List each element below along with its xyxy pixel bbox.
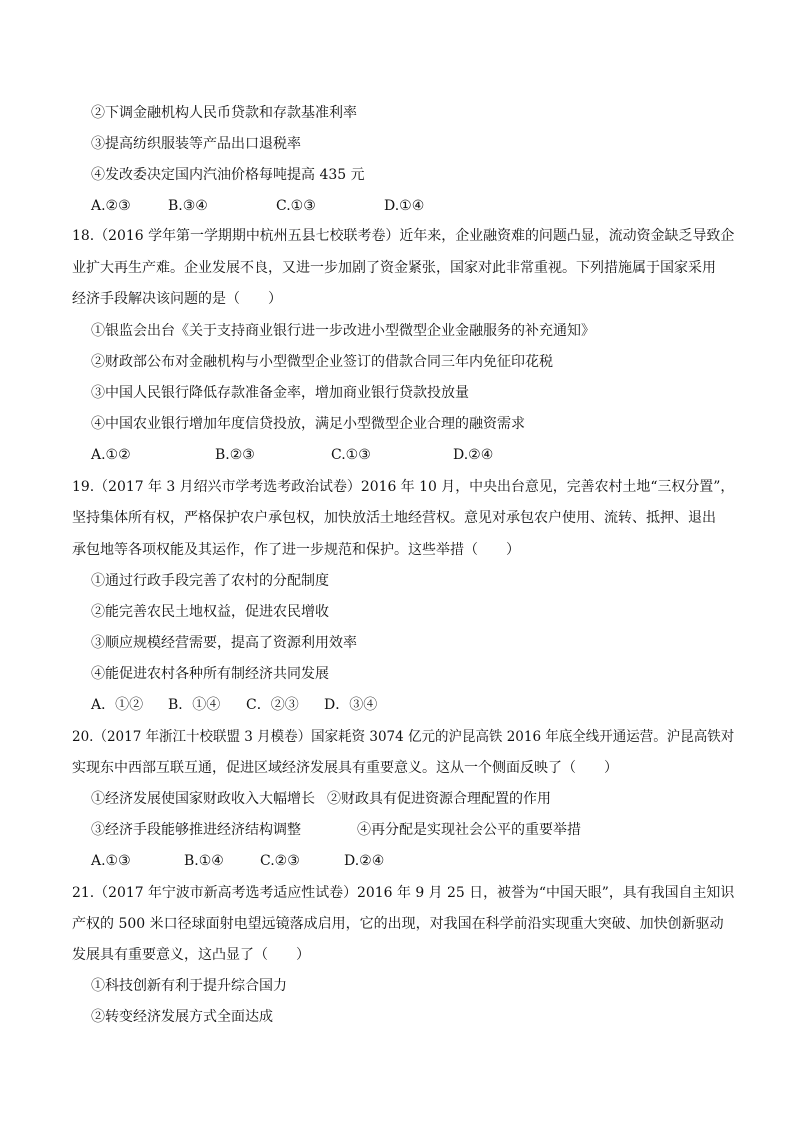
q20-option-row-1 [91,790,551,808]
q18-choice-c: C.①③ [331,447,371,463]
q19-option-2: ②能完善农民土地权益，促进农民增收 [91,604,329,620]
q19-option-4: ④能促进农村各种所有制经济共同发展 [91,666,329,682]
q20-choice-a: A.①③ [91,853,131,869]
q18-option-4: ④中国农业银行增加年度信贷投放，满足小型微型企业合理的融资需求 [91,416,525,432]
q19-stem-line-3: 承包地等各项权能及其运作，作了进一步规范和保护。这些举措（ ） [72,542,520,558]
q19-option-1: ①通过行政手段完善了农村的分配制度 [91,573,329,589]
q19-choices [91,696,377,714]
q21-stem-line-2: 产权的 500 米口径球面射电望远镜落成启用，它的出现，对我国在科学前沿实现重大突破、加快创新驱动 [72,916,724,932]
q17-choice-c: C.①③ [276,198,316,214]
q21-option-2: ②转变经济发展方式全面达成 [91,1009,273,1025]
q21-stem-line-1: 21.（2017 年宁波市新高考选考适应性试卷）2016 年 9 月 25 日，被誉为“中国天眼”，具有我国自主知识 [72,885,735,901]
q21-stem-line-3: 发展具有重要意义，这凸显了（ ） [72,947,310,963]
q20-choice-b: B.①④ [184,853,224,869]
q17-choice-a: A.②③ [91,198,131,214]
q18-stem-line-1: 18.（2016 学年第一学期期中杭州五县七校联考卷）近年来，企业融资难的问题凸显，流动资金缺乏导致企 [72,228,735,244]
q20-option-3: ③经济手段能够推进经济结构调整 [91,822,301,838]
q20-stem-line-1: 20.（2017 年浙江十校联盟 3 月模卷）国家耗资 3074 亿元的沪昆高铁 2016 年底全线开通运营。沪昆高铁对 [72,729,735,745]
q18-option-2: ②财政部公布对金融机构与小型微型企业签订的借款合同三年内免征印花税 [91,354,553,370]
q20-stem-line-2: 实现东中西部互联互通，促进区域经济发展具有重要意义。这从一个侧面反映了（ ） [72,760,618,776]
q18-option-1: ①银监会出台《关于支持商业银行进一步改进小型微型企业金融服务的补充通知》 [91,323,595,339]
q20-option-4: ④再分配是实现社会公平的重要举措 [357,822,581,838]
q19-stem-line-2: 坚持集体所有权，严格保护农户承包权，加快放活土地经营权。意见对承包农户使用、流转、抵押、退出 [72,510,716,526]
q19-option-3: ③顺应规模经营需要，提高了资源利用效率 [91,635,357,651]
q17-option-2: ②下调金融机构人民币贷款和存款基准利率 [91,105,357,121]
q20-option-1: ①经济发展使国家财政收入大幅增长 [91,791,315,807]
q17-choices [91,197,424,215]
q18-choices [91,446,493,464]
q17-choice-d: D.①④ [384,198,425,214]
q19-choice-d: D．③④ [324,697,378,713]
q20-choices [91,852,384,870]
q18-stem-line-2: 业扩大再生产难。企业发展不良，又进一步加剧了资金紧张，国家对此非常重视。下列措施属于国家采用 [72,260,716,276]
q20-option-row-2 [91,821,581,839]
q20-choice-c: C.②③ [260,853,300,869]
q18-choice-a: A.①② [91,447,131,463]
q19-choice-b: B．①④ [168,697,221,713]
q19-choice-c: C．②③ [246,697,299,713]
q19-stem-line-1: 19.（2017 年 3 月绍兴市学考选考政治试卷）2016 年 10 月，中央出台意见，完善农村土地“三权分置”， [72,479,735,495]
q17-choice-b: B.③④ [168,198,208,214]
q20-choice-d: D.②④ [344,853,385,869]
q21-option-1: ①科技创新有利于提升综合国力 [91,978,287,994]
q20-option-2: ②财政具有促进资源合理配置的作用 [327,791,551,807]
q18-choice-d: D.②④ [453,447,494,463]
q17-option-4: ④发改委决定国内汽油价格每吨提高 435 元 [91,167,365,183]
q18-choice-b: B.②③ [215,447,255,463]
q18-stem-line-3: 经济手段解决该问题的是（ ） [72,291,282,307]
q18-option-3: ③中国人民银行降低存款准备金率，增加商业银行贷款投放量 [91,385,469,401]
q19-choice-a: A．①② [91,697,144,713]
q17-option-3: ③提高纺织服装等产品出口退税率 [91,136,301,152]
